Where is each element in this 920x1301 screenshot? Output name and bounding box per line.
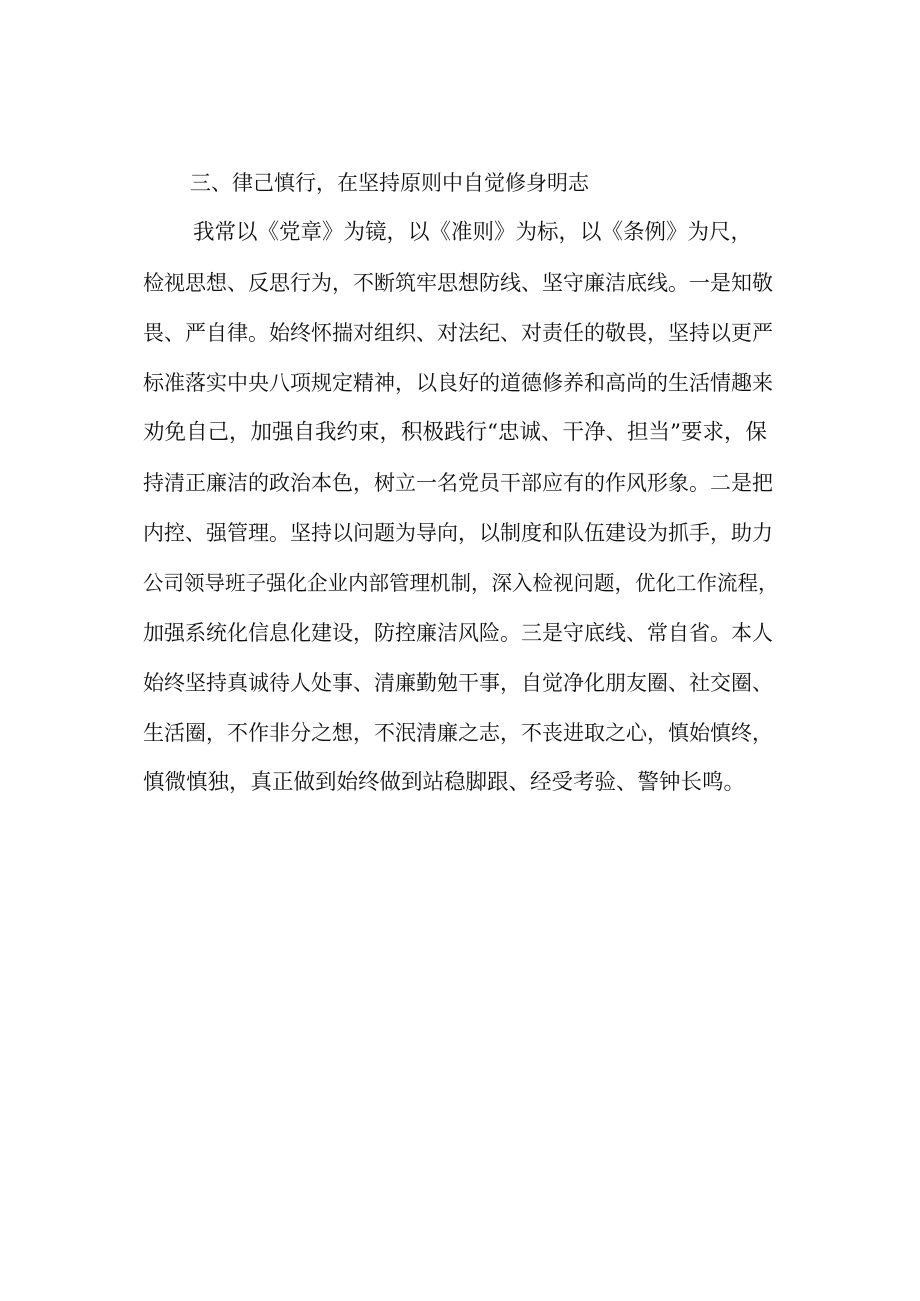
paragraph-line: 加强系统化信息化建设，防控廉洁风险。三是守底线、常自省。本人 (143, 621, 773, 645)
paragraph-line: 内控、强管理。坚持以问题为导向，以制度和队伍建设为抓手，助力 (143, 521, 773, 545)
paragraph-line: 持清正廉洁的政治本色，树立一名党员干部应有的作风形象。二是把 (143, 471, 773, 495)
paragraph-line: 畏、严自律。始终怀揣对组织、对法纪、对责任的敬畏，坚持以更严 (143, 321, 773, 345)
paragraph-line: 始终坚持真诚待人处事、清廉勤勉干事，自觉净化朋友圈、社交圈、 (143, 671, 773, 695)
paragraph-line: 检视思想、反思行为，不断筑牢思想防线、坚守廉洁底线。一是知敬 (143, 271, 773, 295)
paragraph-line: 标准落实中央八项规定精神，以良好的道德修养和高尚的生活情趣来 (143, 371, 773, 395)
paragraph-line: 慎微慎独，真正做到始终做到站稳脚跟、经受考验、警钟长鸣。 (143, 770, 746, 795)
paragraph-line: 我常以《党章》为镜，以《准则》为标，以《条例》为尺， (193, 220, 753, 245)
paragraph-line: 劝免自己，加强自我约束，积极践行“忠诚、干净、担当”要求，保 (143, 420, 767, 445)
paragraph-line: 公司领导班子强化企业内部管理机制，深入检视问题，优化工作流程， (143, 571, 779, 595)
paragraph-line: 生活圈，不作非分之想，不泯清廉之志，不丧进取之心，慎始慎终， (143, 721, 773, 745)
section-heading: 三、律己慎行，在坚持原则中自觉修身明志 (190, 171, 589, 195)
